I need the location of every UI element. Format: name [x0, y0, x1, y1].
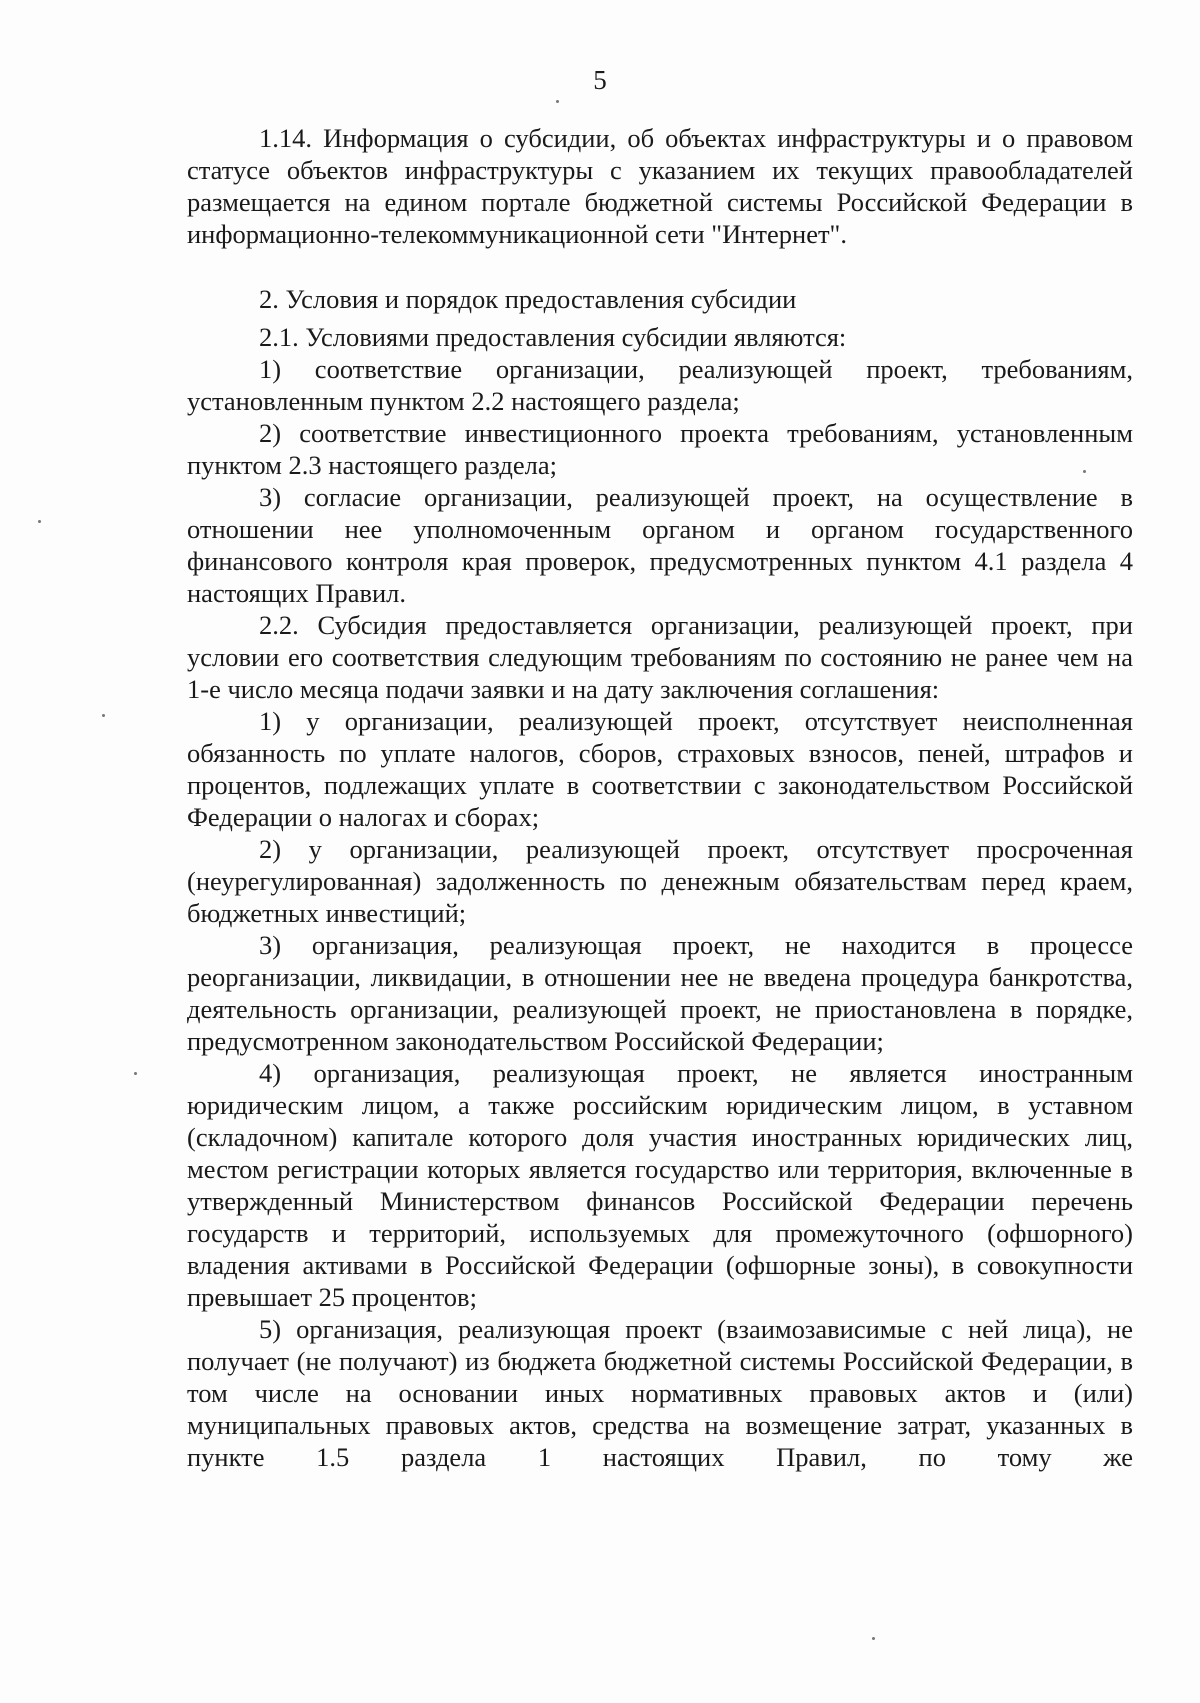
- scan-speck: [556, 100, 559, 103]
- list-item-2-1-1: 1) соответствие организации, реализующей проект, требованиям, установленным пунктом 2.2 настоящего раздела;: [187, 354, 1133, 416]
- list-item-2-2-3: 3) организация, реализующая проект, не находится в процессе реорганизации, ликвидации, в отношении нее не введена процедура банкротства, деятельность организации, реализующей проект, не приостановлена в порядке, предусмотренном законодательством Российской Федерации;: [187, 930, 1133, 1056]
- scan-speck: [102, 714, 105, 717]
- scan-speck: [872, 1637, 875, 1640]
- list-item-2-1-2: 2) соответствие инвестиционного проекта требованиям, установленным пунктом 2.3 настоящего раздела;: [187, 418, 1133, 480]
- scan-speck: [38, 520, 41, 523]
- paragraph-1-14: 1.14. Информация о субсидии, об объектах инфраструктуры и о правовом статусе объектов инфраструктуры с указанием их текущих правообладателей размещается на едином портале бюджетной системы Российской Федерации в информационно-телекоммуникационной сети "Интернет".: [187, 123, 1133, 249]
- list-item-2-2-5: 5) организация, реализующая проект (взаимозависимые с ней лица), не получает (не получают) из бюджета бюджетной системы Российской Федерации, в том числе на основании иных нормативных правовых актов и (или) муниципальных правовых актов, средства на возмещение затрат, указанных в пункте 1.5 раздела 1 настоящих Правил, по тому же: [187, 1314, 1133, 1472]
- list-item-2-2-2: 2) у организации, реализующей проект, отсутствует просроченная (неурегулированная) задолженность по денежным обязательствам перед краем, бюджетных инвестиций;: [187, 834, 1133, 928]
- scan-speck: [1083, 470, 1086, 473]
- list-item-2-2-1: 1) у организации, реализующей проект, отсутствует неисполненная обязанность по уплате налогов, сборов, страховых взносов, пеней, штрафов и процентов, подлежащих уплате в соответствии с законодательством Российской Федерации о налогах и сборах;: [187, 706, 1133, 832]
- paragraph-2-1: 2.1. Условиями предоставления субсидии являются:: [259, 322, 847, 352]
- list-item-2-2-4: 4) организация, реализующая проект, не является иностранным юридическим лицом, а также российским юридическим лицом, в уставном (складочном) капитале которого доля участия иностранных юридических лиц, местом регистрации которых является государство или территория, включенные в утвержденный Министерством финансов Российской Федерации перечень государств и территорий, используемых для промежуточного (офшорного) владения активами в Российской Федерации (офшорные зоны), в совокупности превышает 25 процентов;: [187, 1058, 1133, 1312]
- paragraph-2-2: 2.2. Субсидия предоставляется организации, реализующей проект, при условии его соответствия следующим требованиям по состоянию не ранее чем на 1-е число месяца подачи заявки и на дату заключения соглашения:: [187, 610, 1133, 704]
- scan-speck: [134, 1072, 137, 1075]
- list-item-2-1-3: 3) согласие организации, реализующей проект, на осуществление в отношении нее уполномоченным органом и органом государственного финансового контроля края проверок, предусмотренных пунктом 4.1 раздела 4 настоящих Правил.: [187, 482, 1133, 608]
- section-heading: 2. Условия и порядок предоставления субсидии: [259, 284, 797, 314]
- page-number: 5: [593, 65, 607, 95]
- document-body: [187, 122, 1133, 1473]
